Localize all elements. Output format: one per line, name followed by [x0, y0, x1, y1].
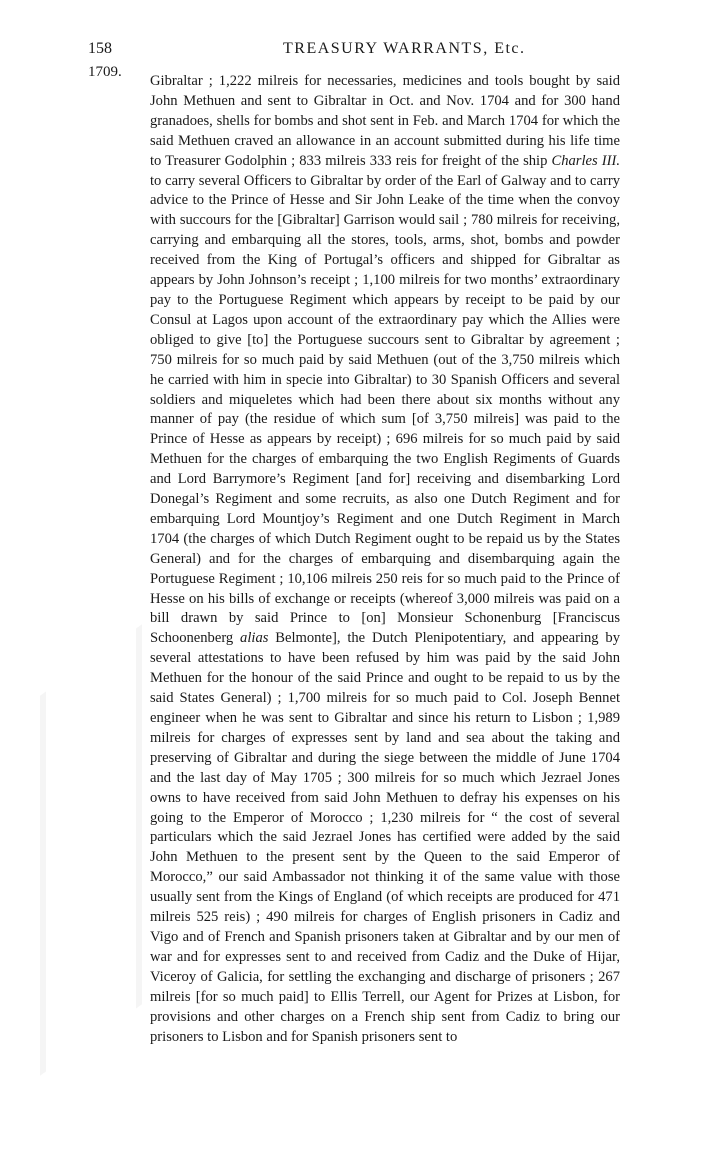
text-run: Belmonte], the Dutch Plenipotentiary, and appearing by several attestations to have been refused by him was paid by the said John Methuen for the honour of the said Prince and ought to be repaid to us by the said States General) ; 1,700 milreis for so much paid to Col. Joseph Bennet engineer when he was sent to Gibraltar and since his return to Lisbon ; 1,989 milreis for charges of expresses sent by land and sea about the taking and preserving of Gibraltar and during the siege between the middle of June 1704 and the last day of May 1705 ; 300 milreis for so much which Jezrael Jones owns to have received from said John Methuen to defray his expenses on his going to the Emperor of Morocco ; 1,230 milreis for “ the cost of several particulars which the said Jezrael Jones has certified were added by the said John Methuen to the present sent by the Queen to the said Emperor of Morocco,” our said Ambassador not thinking it of the same value with those usually sent from the Kings of England (of which receipts are produced for 471 milreis 525 reis) ; 490 milreis for charges of English prisoners in Cadiz and Vigo and of French and Spanish prisoners taken at Gibraltar and by our men of war and for expresses sent to and received from Cadiz and the Duke of Hijar, Viceroy of Galicia, for settling the exchanging and discharge of prisoners ; 267 milreis [for so much paid] to Ellis Terrell, our Agent for Prizes at Lisbon, for provisions and other charges on a French ship sent from Cadiz to bring our prisoners to Lisbon and for Spanish prisoners sent to	[150, 630, 620, 1045]
italic-text-run: alias	[240, 630, 269, 647]
body-paragraph	[150, 72, 620, 1047]
running-title: TREASURY WARRANTS, Etc.	[283, 40, 526, 57]
margin-year: 1709.	[88, 64, 122, 80]
watermark-graphic	[40, 624, 142, 1075]
text-run: to carry several Officers to Gibraltar by order of the Earl of Galway and to carry advice to the Prince of Hesse and Sir John Leake of the time when the convoy with succours for the [Gibraltar] Garrison would sail ; 780 milreis for receiving, carrying and embarquing all the stores, tools, arms, shot, bombs and powder received from the King of Portugal’s officers and shipped for Gibraltar as appears by John Johnson’s receipt ; 1,100 milreis for two months’ extraordinary pay to the Portuguese Regiment which appears by receipt to be paid by our Consul at Lagos upon account of the extraordinary pay which the Allies were obliged to give [to] the Portuguese succours sent to Gibraltar by agreement ; 750 milreis for so much paid by said Methuen (out of the 3,750 milreis which he carried with him in specie into Gibraltar) to 30 Spanish Officers and several soldiers and miqueletes which had been there about six months without any manner of pay (the residue of which sum [of 3,750 milreis] was paid to the Prince of Hesse as appears by receipt) ; 696 milreis for so much paid by said Methuen for the charges of embarquing the two English Regiments of Guards and Lord Barrymore’s Regiment [and for] receiving and disembarking Lord Donegal’s Regiment and some recruits, as also one Dutch Regiment and for embarquing Lord Mountjoy’s Regiment and one Dutch Regiment in March 1704 (the charges of which Dutch Regiment ought to be repaid us by the States General) and for the charges of embarquing and disembarquing again the Portuguese Regiment ; 10,106 milreis 250 reis for so much paid to the Prince of Hesse on his bills of exchange or receipts (whereof 3,000 milreis was paid on a bill drawn by said Prince to [on] Monsieur Schonenburg [Franciscus Schoonenberg	[150, 172, 620, 647]
italic-text-run: Charles III.	[551, 152, 620, 169]
page-header	[0, 40, 721, 64]
page-number: 158	[88, 40, 112, 57]
text-run: Gibraltar ; 1,222 milreis for necessaries, medicines and tools bought by said John Methuen and sent to Gibraltar in Oct. and Nov. 1704 and for 300 hand granadoes, shells for bombs and shot sent in Feb. and March 1704 for which the said Methuen craved an allowance in an account submitted during his life time to Treasurer Godolphin ; 833 milreis 333 reis for freight of the ship	[150, 73, 620, 169]
